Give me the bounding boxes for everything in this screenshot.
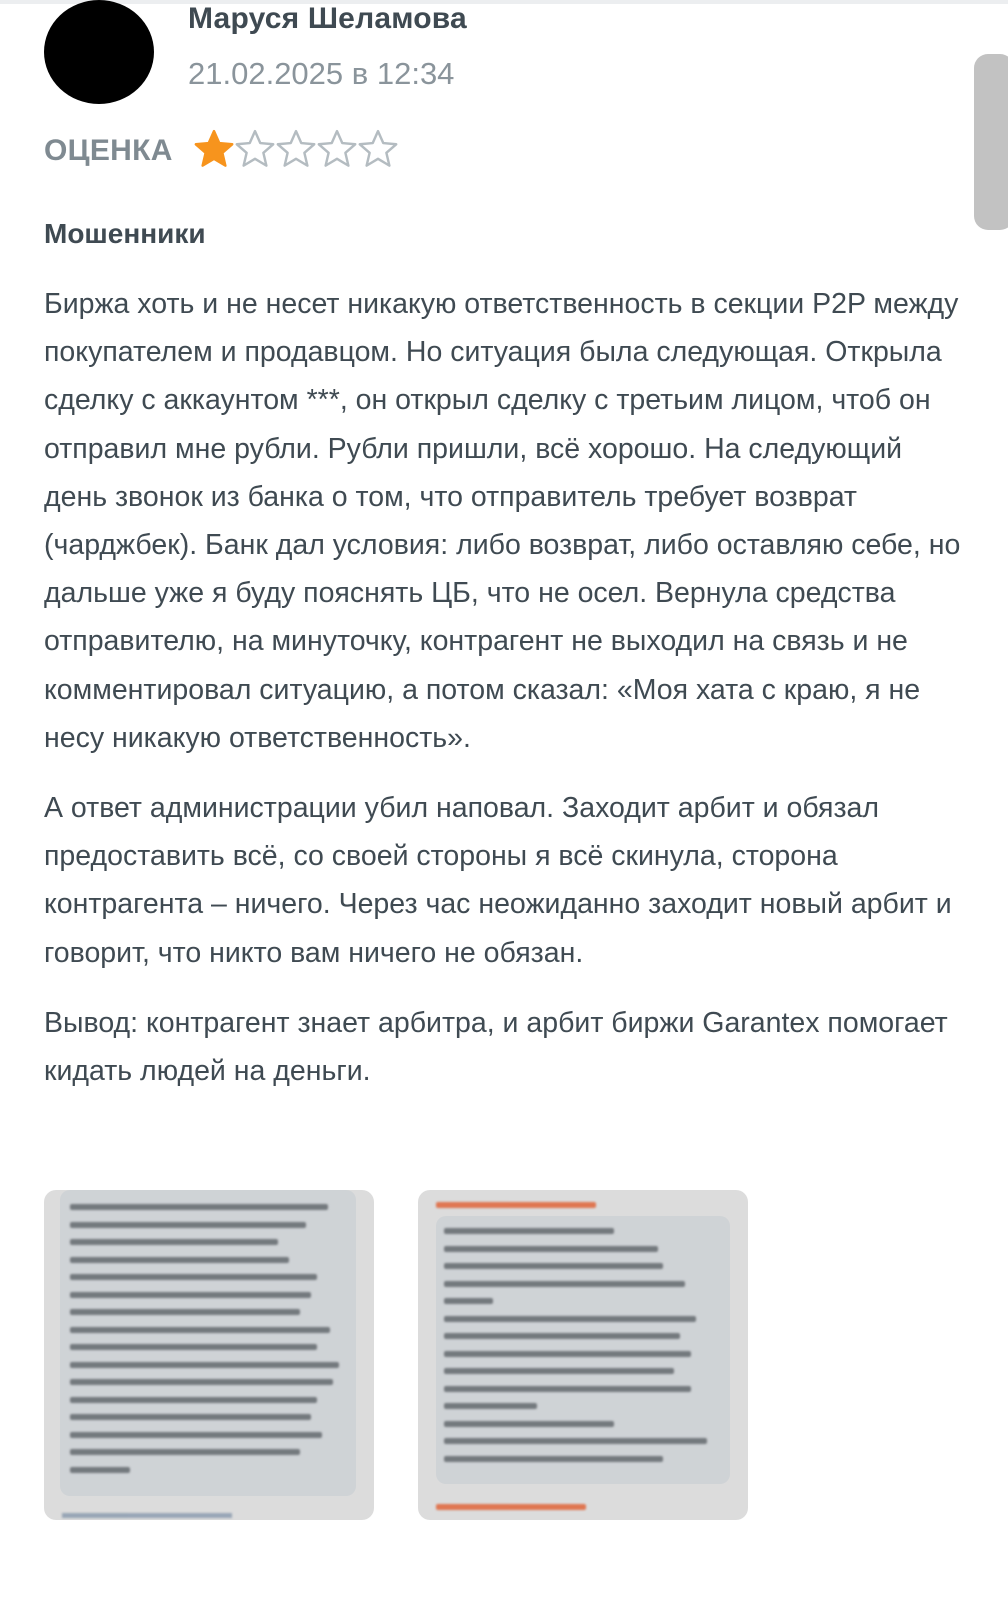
rating-row <box>44 128 398 174</box>
star-empty-icon <box>357 128 398 174</box>
attachment-caption <box>62 1513 232 1518</box>
star-empty-icon <box>316 128 357 174</box>
review-paragraph: Биржа хоть и не несет никакую ответственность в секции P2P между покупателем и продавцом. Но ситуация была следующая. Открыла сделку с аккаунтом ***, он открыл сделку с третьим лицом, чтоб он отправил мне рубли. Рубли пришли, всё хорошо. На следующий день звонок из банка о том, что отправитель требует возврат (чарджбек). Банк дал условия: либо возврат, либо оставляю себе, но дальше уже я буду пояснять ЦБ, что не осел. Вернула средства отправителю, на минуточку, контрагент не выходил на связь и не комментировал ситуацию, а потом сказал: «Моя хата с краю, я не несу никакую ответственность». <box>44 288 961 754</box>
attachment-thumbnail-2[interactable] <box>418 1190 748 1520</box>
review-paragraph: А ответ администрации убил наповал. Заходит арбит и обязал предоставить всё, со своей стороны я всё скинула, сторона контрагента – ничего. Через час неожиданно заходит новый арбит и говорит, что никто вам ничего не обязан. <box>44 792 952 969</box>
top-divider <box>0 0 1008 4</box>
star-empty-icon <box>234 128 275 174</box>
star-rating <box>193 128 398 174</box>
scrollbar-thumb[interactable] <box>974 54 1008 230</box>
attachment-header <box>436 1202 596 1208</box>
review-title: Мошенники <box>44 218 206 249</box>
rating-label: ОЦЕНКА <box>44 134 173 167</box>
avatar[interactable] <box>44 0 154 104</box>
star-filled-icon <box>193 128 234 174</box>
attachment-thumbnail-1[interactable] <box>44 1190 374 1520</box>
review-paragraph: Вывод: контрагент знает арбитра, и арбит биржи Garantex помогает кидать людей на деньги. <box>44 1006 948 1088</box>
star-empty-icon <box>275 128 316 174</box>
review-date: 21.02.2025 в 12:34 <box>188 56 455 91</box>
blurred-text <box>444 1228 718 1473</box>
author-name[interactable]: Маруся Шеламова <box>188 2 467 35</box>
attachment-footer <box>436 1504 586 1510</box>
blurred-text <box>70 1204 344 1484</box>
review-body <box>44 280 964 1117</box>
attachments <box>44 1190 748 1520</box>
